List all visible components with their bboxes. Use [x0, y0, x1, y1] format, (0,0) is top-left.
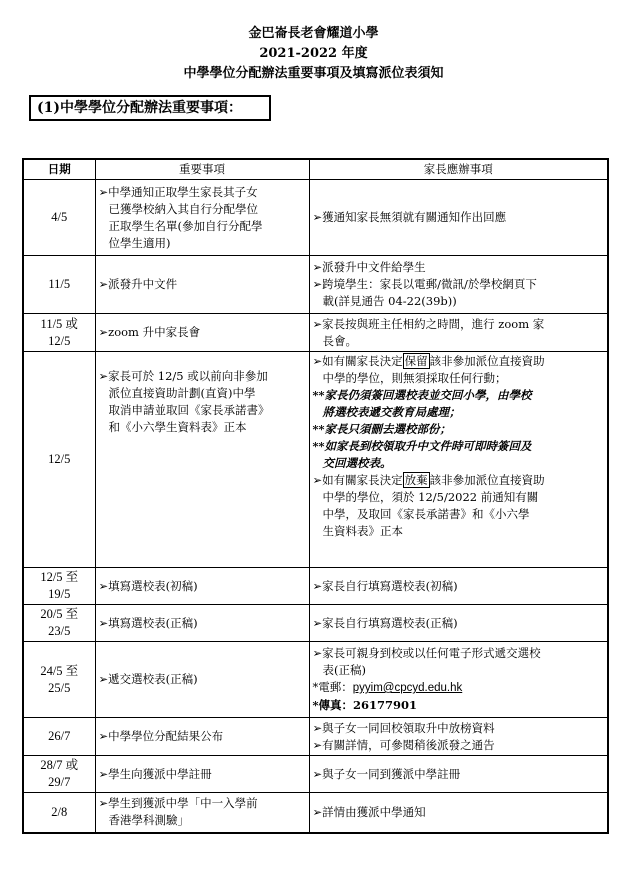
giveup-line2: 中學的學位，須於 12/5/2022 前通知有關 — [322, 490, 539, 504]
row-action — [309, 605, 608, 642]
item-line: 位學生適用) — [108, 235, 171, 250]
row-item — [95, 718, 309, 756]
item-line: ➢學生向獲派中學註冊 — [98, 766, 212, 781]
date-line: 19/5 — [48, 587, 71, 601]
date-line: 24/5 至 — [40, 663, 79, 678]
note-line: **家長仍須簽回選校表並交回小學，由學校 — [312, 388, 532, 402]
table-row — [23, 314, 608, 352]
action-line: 表(正稿) — [322, 663, 366, 677]
action-line: ➢家長可親身到校或以任何電子形式遞交選校 — [312, 646, 541, 660]
email-label: *電郵： — [312, 680, 353, 694]
note-line: **家長只須刪去選校部份； — [312, 422, 452, 436]
action-line: ➢獲通知家長無須就有關通知作出回應 — [312, 210, 507, 224]
item-line: 取消申請並取回《家長承諾書》 — [108, 403, 270, 417]
action-line: ➢有關詳情，可參閱稍後派發之通告 — [312, 737, 495, 752]
date-line: 12/5 — [48, 333, 71, 348]
school-name: 金巴崙長老會耀道小學 — [248, 26, 379, 41]
giveup-line3: 中學，及取回《家長承諾書》和《小六學 — [322, 507, 530, 521]
email-link[interactable]: pyyim@cpcyd.edu.hk — [352, 682, 463, 694]
row-date: 12/5 — [23, 352, 95, 568]
table-row — [23, 180, 608, 256]
item-line: ➢填寫選校表(正稿) — [98, 615, 198, 630]
action-line: ➢家長自行填寫選校表(正稿) — [312, 615, 458, 630]
action-line: 長會。 — [322, 333, 357, 348]
row-item — [95, 352, 309, 568]
section-heading: (1)中學學位分配辦法重要事項： — [29, 95, 271, 121]
date-line: 29/7 — [48, 775, 71, 789]
item-line: ➢zoom 升中家長會 — [98, 325, 201, 339]
row-item — [95, 568, 309, 605]
action-line: ➢與子女一同回校領取升中放榜資料 — [312, 720, 495, 735]
date-line: 20/5 至 — [40, 607, 79, 621]
item-line: ➢遞交選校表(正稿) — [98, 672, 198, 686]
keep-pre: ➢如有關家長決定 — [312, 354, 403, 368]
note-line: **如家長到校領取升中文件時可即時簽回及 — [312, 439, 532, 453]
action-line: ➢詳情由獲派中學通知 — [312, 804, 426, 819]
item-line: ➢填寫選校表(初稿) — [98, 578, 198, 593]
row-date — [23, 756, 95, 793]
page-title: 中學學位分配辦法重要事項及填寫派位表須知 — [183, 66, 444, 81]
table-row — [23, 756, 608, 793]
header-item: 重要事項 — [95, 159, 309, 180]
row-date — [23, 568, 95, 605]
keep-line2: 中學的學位，則無須採取任何行動； — [322, 371, 507, 385]
giveup-pre: ➢如有關家長決定 — [312, 473, 403, 487]
fax-number: 26177901 — [353, 698, 418, 712]
item-line: 香港學科測驗」 — [108, 813, 189, 828]
note-line: 將選校表遞交教育局處理； — [322, 405, 461, 419]
row-item — [95, 756, 309, 793]
item-line: ➢家長可於 12/5 或以前向非參加 — [98, 369, 268, 383]
action-line: ➢家長自行填寫選校表(初稿) — [312, 578, 458, 593]
giveup-line — [313, 472, 605, 489]
row-action — [309, 256, 608, 314]
table-header-row — [23, 159, 608, 180]
item-line: 正取學生名單(參加自行分配學 — [108, 218, 263, 233]
header-action: 家長應辦事項 — [309, 159, 608, 180]
schedule-table — [22, 158, 609, 834]
date-line: 25/5 — [48, 680, 71, 695]
row-date: 4/5 — [23, 180, 95, 256]
table-row — [23, 642, 608, 718]
row-date: 11/5 — [23, 256, 95, 314]
row-action — [309, 180, 608, 256]
giveup-line4: 生資料表》正本 — [322, 524, 403, 538]
fax-label: *傳真： — [312, 698, 354, 712]
keep-line — [313, 353, 605, 370]
action-line: 載(詳見通告 04-22(39b)) — [322, 294, 457, 308]
date-line: 11/5 或 — [40, 316, 78, 331]
row-item — [95, 314, 309, 352]
row-action — [309, 793, 608, 833]
action-line: ➢派發升中文件給學生 — [312, 260, 426, 274]
date-line: 28/7 或 — [40, 758, 79, 772]
date-line: 12/5 至 — [40, 570, 79, 584]
action-line: ➢跨境學生：家長以電郵/微訊/於學校網頁下 — [312, 277, 537, 291]
action-line: ➢家長按與班主任相約之時間，進行 zoom 家 — [312, 316, 545, 331]
table-row — [23, 256, 608, 314]
action-line: ➢與子女一同到獲派中學註冊 — [312, 766, 461, 781]
giveup-word: 放棄 — [404, 473, 428, 487]
row-item — [95, 605, 309, 642]
item-line: ➢中學學位分配結果公布 — [98, 729, 224, 743]
fax-line — [313, 697, 605, 714]
row-date — [23, 605, 95, 642]
table-row — [23, 718, 608, 756]
row-date: 2/8 — [23, 793, 95, 833]
row-action — [309, 314, 608, 352]
table-row — [23, 793, 608, 833]
row-item — [95, 642, 309, 718]
item-line: 派位直接資助計劃(直資)中學 — [108, 386, 256, 400]
keep-word: 保留 — [404, 354, 428, 368]
keep-post: 該非參加派位直接資助 — [429, 354, 545, 368]
row-action — [309, 352, 608, 568]
row-item — [95, 256, 309, 314]
header-date: 日期 — [23, 159, 95, 180]
row-item — [95, 180, 309, 256]
item-line: ➢派發升中文件 — [98, 277, 178, 291]
item-line: 已獲學校納入其自行分配學位 — [108, 201, 258, 216]
row-action — [309, 568, 608, 605]
table-row — [23, 352, 608, 568]
table-row — [23, 605, 608, 642]
item-line: ➢學生到獲派中學「中一入學前 — [98, 796, 258, 811]
table-row — [23, 568, 608, 605]
row-action — [309, 642, 608, 718]
giveup-post: 該非參加派位直接資助 — [429, 473, 545, 487]
row-action — [309, 756, 608, 793]
email-line — [313, 679, 605, 697]
row-item — [95, 793, 309, 833]
row-date — [23, 314, 95, 352]
row-date — [23, 642, 95, 718]
school-year: 2021-2022 年度 — [259, 46, 368, 61]
row-action — [309, 718, 608, 756]
row-date: 26/7 — [23, 718, 95, 756]
item-line: ➢中學通知正取學生家長其子女 — [98, 184, 258, 199]
note-line: 交回選校表。 — [322, 456, 392, 470]
item-line: 和《小六學生資料表》正本 — [108, 420, 247, 434]
date-line: 23/5 — [48, 624, 71, 638]
